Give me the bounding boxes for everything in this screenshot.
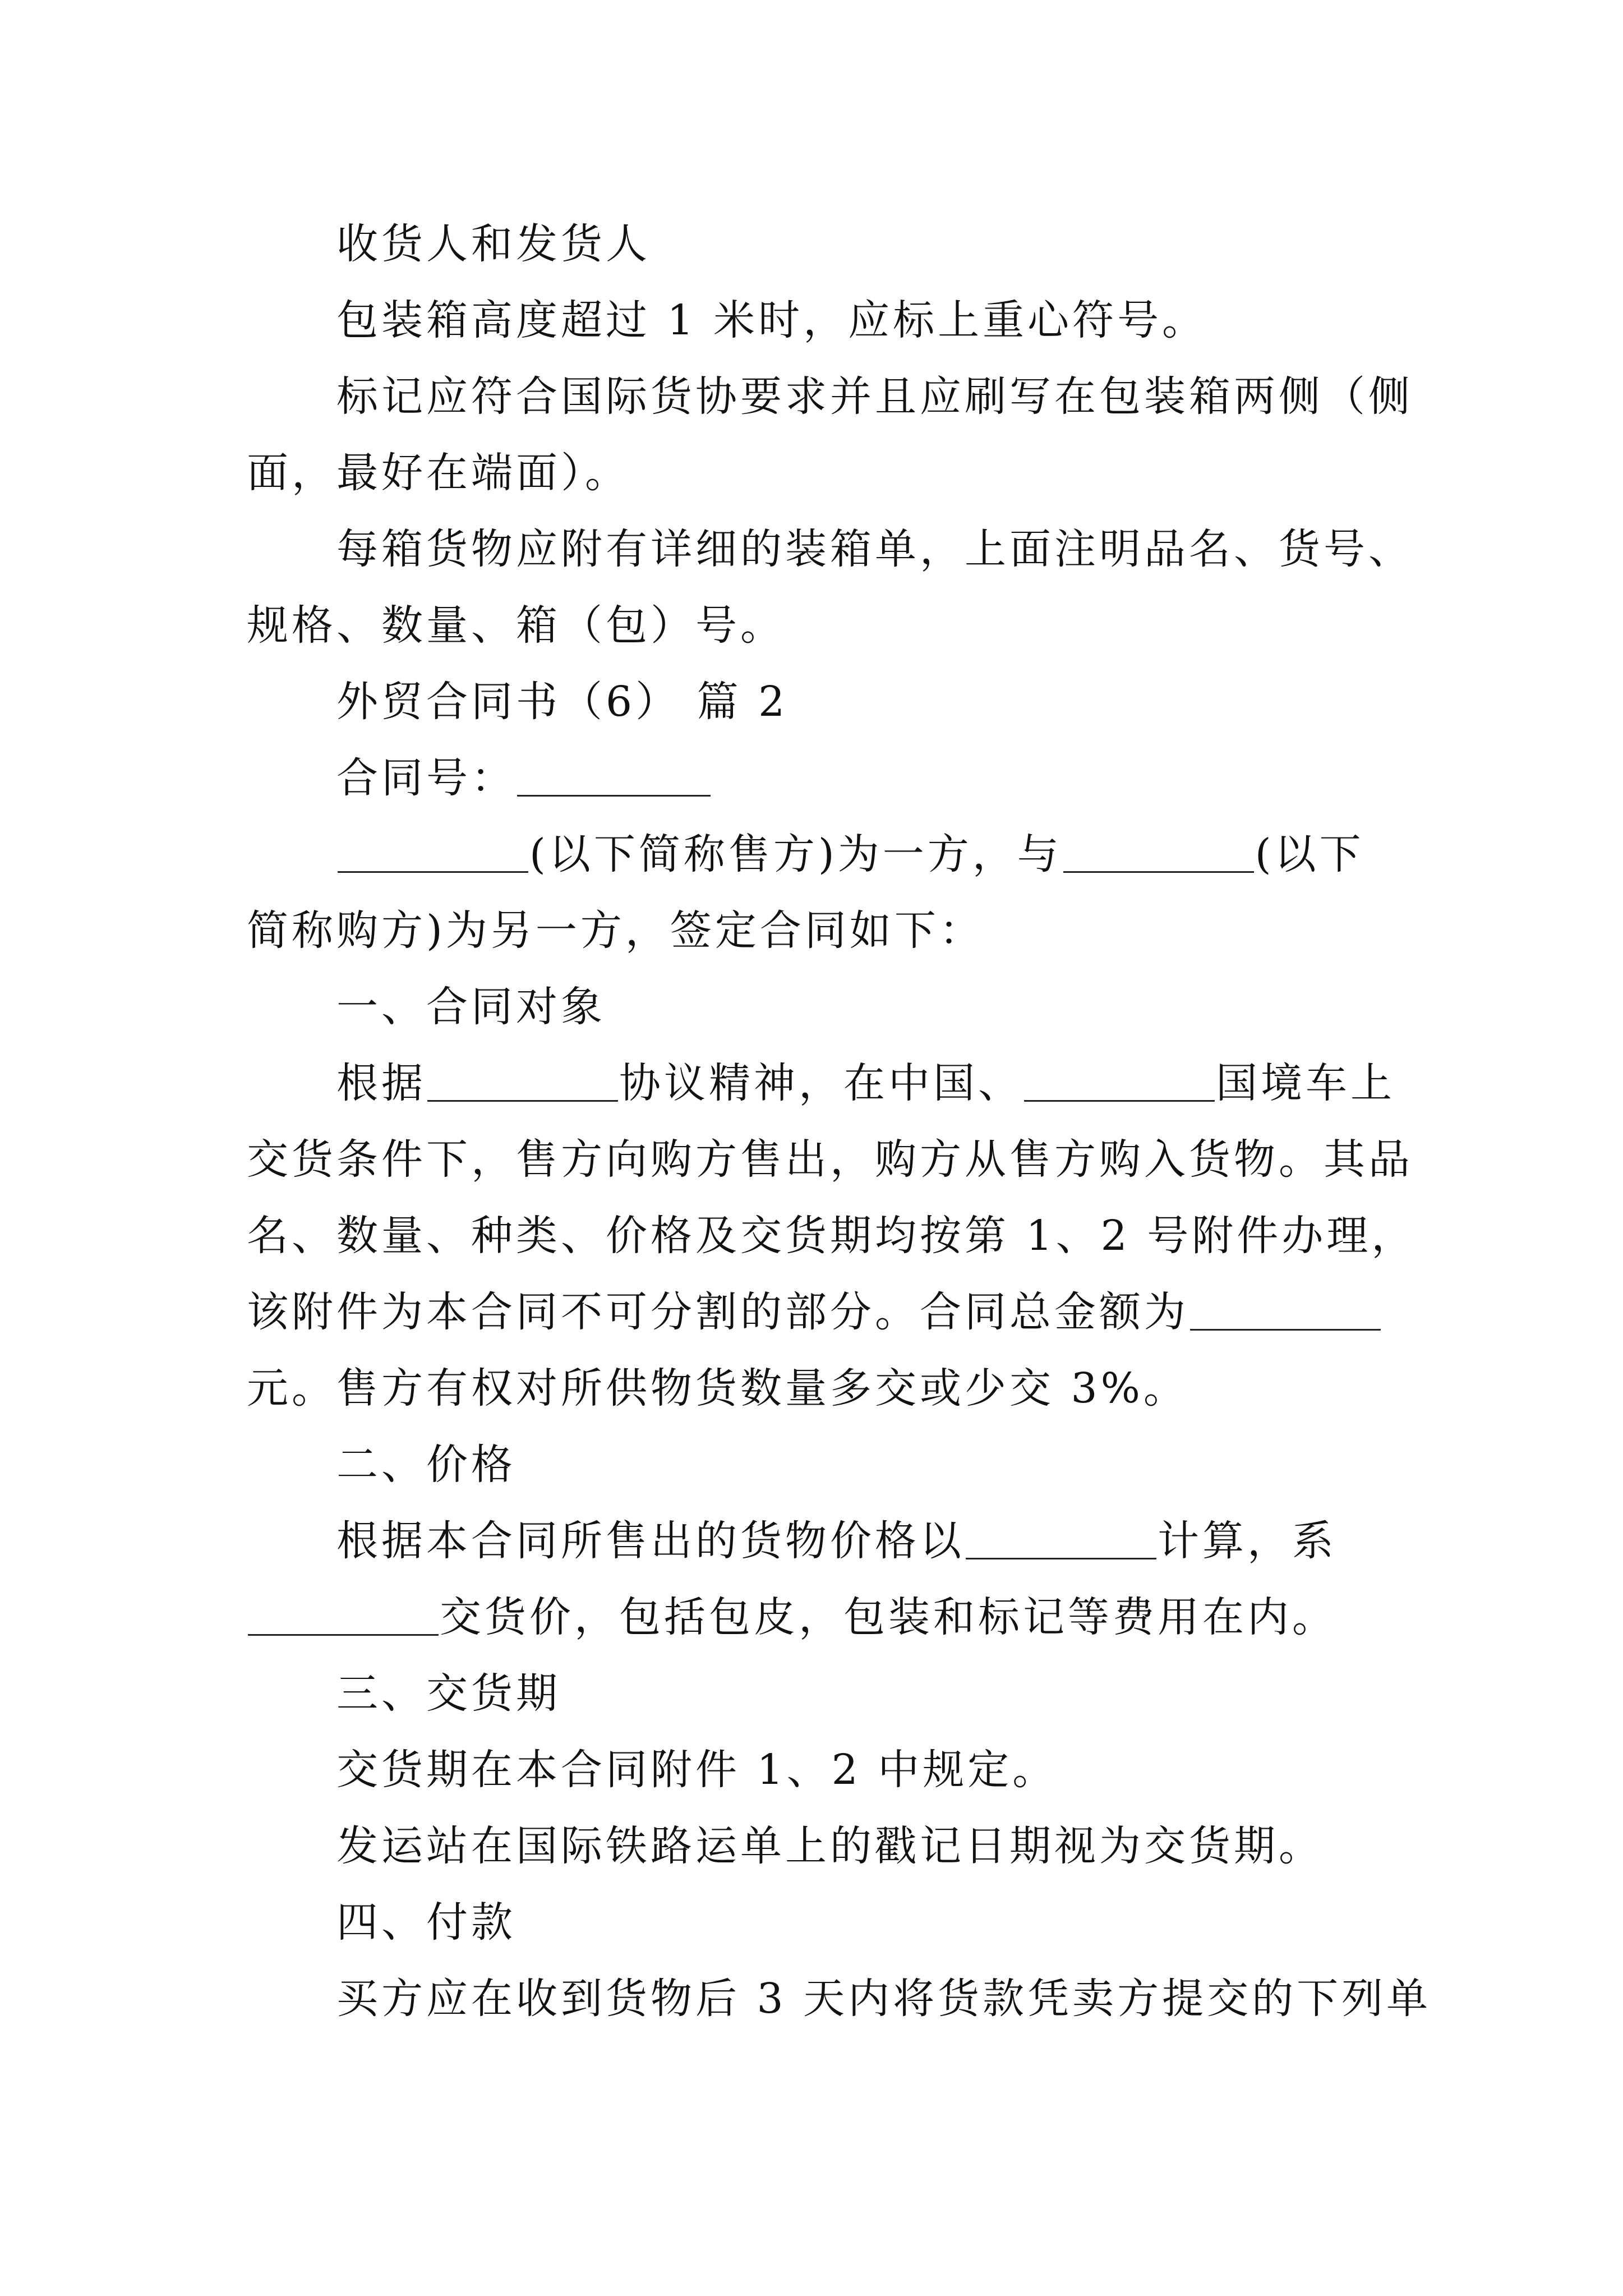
line-text: 发运站在国际铁路运单上的戳记日期视为交货期。 xyxy=(336,1822,1324,1870)
text-line xyxy=(247,1274,1391,1350)
total-amount-blank xyxy=(1190,1290,1381,1331)
contract-number-line xyxy=(336,740,1391,816)
line-text: 买方应在收到货物后 3 天内将货款凭卖方提交的下列单 xyxy=(336,1975,1432,2023)
line-text: 国境车上 xyxy=(1216,1059,1395,1107)
text-line xyxy=(336,511,1413,587)
section-heading xyxy=(336,1884,1391,1961)
text-line xyxy=(336,1503,1391,1579)
line-text: 计算，系 xyxy=(1158,1517,1337,1565)
text-line xyxy=(336,1045,1395,1121)
buyer-name-blank xyxy=(1063,832,1254,873)
line-text: 一、合同对象 xyxy=(336,983,606,1031)
section-title xyxy=(336,664,1391,740)
text-line xyxy=(336,1961,1432,2037)
text-line xyxy=(247,1121,1413,1198)
text-line xyxy=(247,1350,1391,1427)
line-text: 外贸合同书（6） 篇 2 xyxy=(336,678,789,726)
text-line xyxy=(247,435,1391,511)
party-line xyxy=(336,816,1391,892)
text-line xyxy=(336,358,1413,435)
line-text: 根据 xyxy=(336,1059,426,1107)
line-text: 名、数量、种类、价格及交货期均按第 1、2 号附件办理， xyxy=(247,1212,1417,1260)
line-text: 合同号： xyxy=(336,754,516,802)
line-text: 每箱货物应附有详细的装箱单，上面注明品名、货号、 xyxy=(336,525,1413,573)
line-text: 交货条件下，售方向购方售出，购方从售方购入货物。其品 xyxy=(247,1135,1413,1184)
line-text: 交货价，包括包皮，包装和标记等费用在内。 xyxy=(440,1593,1337,1641)
line-text: (以下简称售方)为一方，与 xyxy=(529,830,1062,878)
text-line xyxy=(336,282,1391,358)
text-line xyxy=(336,206,1391,282)
line-text: 二、价格 xyxy=(336,1441,516,1489)
contract-number-blank xyxy=(517,756,711,797)
country-blank xyxy=(1024,1061,1215,1102)
line-text: 简称购方)为另一方，签定合同如下： xyxy=(247,907,984,955)
line-text: 标记应符合国际货协要求并且应刷写在包装箱两侧（侧 xyxy=(336,372,1413,421)
section-heading xyxy=(336,969,1391,1045)
text-line xyxy=(247,587,1391,664)
line-text: 元。售方有权对所供物货数量多交或少交 3%。 xyxy=(247,1364,1188,1412)
line-text: 该附件为本合同不可分割的部分。合同总金额为 xyxy=(247,1288,1189,1336)
text-line xyxy=(247,892,1391,969)
line-text: 四、付款 xyxy=(336,1898,516,1947)
line-text: 三、交货期 xyxy=(336,1669,561,1718)
seller-name-blank xyxy=(338,832,528,873)
line-text: (以下 xyxy=(1255,830,1364,878)
line-text: 收货人和发货人 xyxy=(336,220,651,268)
text-line xyxy=(336,1732,1391,1808)
line-text: 包装箱高度超过 1 米时，应标上重心符号。 xyxy=(336,296,1207,344)
delivery-term-blank xyxy=(248,1595,439,1636)
price-basis-blank xyxy=(966,1519,1156,1559)
text-line xyxy=(247,1198,1417,1274)
line-text: 根据本合同所售出的货物价格以 xyxy=(336,1517,965,1565)
line-text: 面，最好在端面）。 xyxy=(247,449,630,497)
section-heading xyxy=(336,1655,1391,1732)
section-heading xyxy=(336,1427,1391,1503)
agreement-blank xyxy=(427,1061,618,1102)
line-text: 交货期在本合同附件 1、2 中规定。 xyxy=(336,1746,1058,1794)
line-text: 协议精神，在中国、 xyxy=(619,1059,1023,1107)
line-text: 规格、数量、箱（包）号。 xyxy=(247,601,785,650)
text-line xyxy=(336,1808,1391,1884)
text-line xyxy=(247,1579,1391,1655)
